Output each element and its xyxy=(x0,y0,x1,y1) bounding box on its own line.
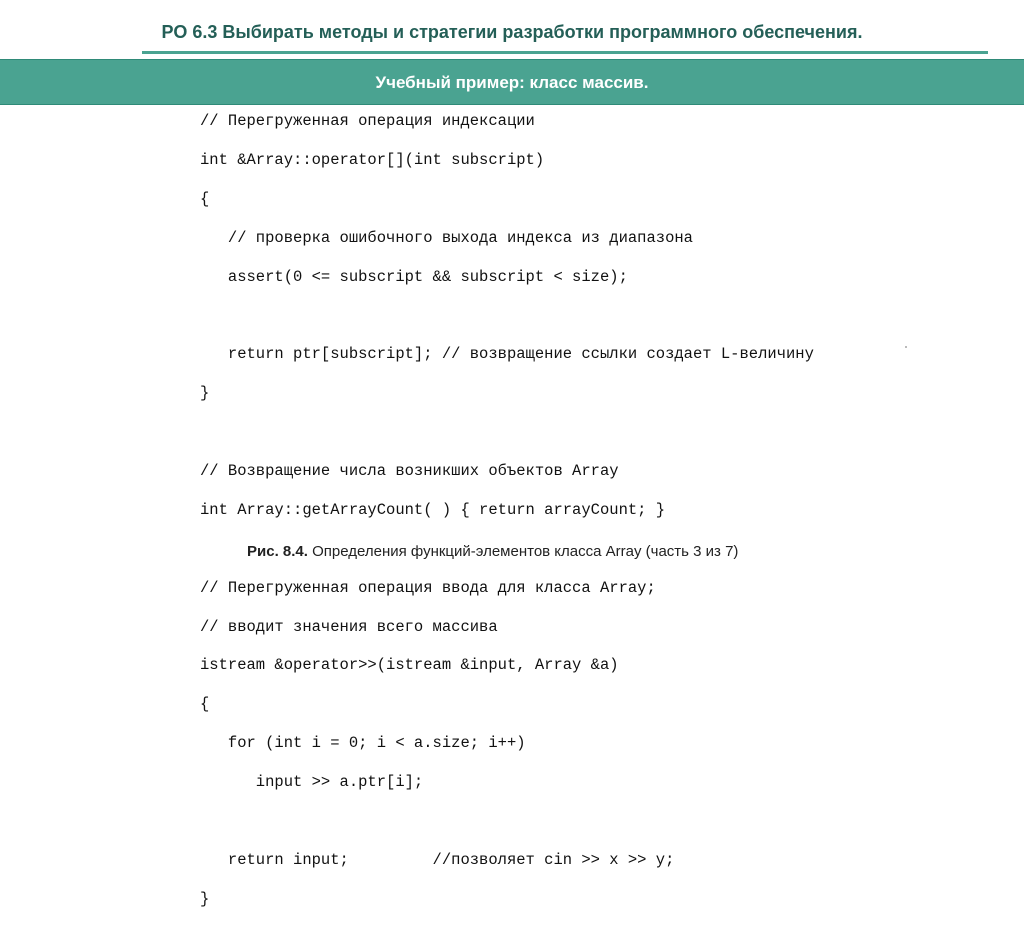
code-listing xyxy=(200,112,814,929)
code-line: assert(0 <= subscript && subscript < size); xyxy=(200,267,628,286)
code-line: // проверка ошибочного выхода индекса из диапазона xyxy=(200,228,693,247)
subtitle-band xyxy=(0,59,1024,105)
scan-speck xyxy=(905,346,907,348)
code-line: } xyxy=(200,384,210,403)
title-divider xyxy=(142,51,988,54)
code-line: for (int i = 0; i < a.size; i++) xyxy=(200,734,526,753)
code-line: int &Array::operator[](int subscript) xyxy=(200,150,545,169)
figure-caption xyxy=(247,543,738,560)
code-line: return input; //позволяет cin >> x >> y; xyxy=(200,850,675,869)
code-line xyxy=(200,423,814,442)
code-line xyxy=(200,306,814,325)
code-line: return ptr[subscript]; // возвращение ссылки создает L-величину xyxy=(200,345,814,364)
code-line: int Array::getArrayCount( ) { return arrayCount; } xyxy=(200,500,666,519)
code-line: istream &operator>>(istream &input, Array &a) xyxy=(200,656,619,675)
code-line: // Возвращение числа возникших объектов Array xyxy=(200,462,619,481)
figure-caption-text: Определения функций-элементов класса Array (часть 3 из 7) xyxy=(312,543,739,560)
code-line: input >> a.ptr[i]; xyxy=(200,773,424,792)
code-line xyxy=(200,812,814,831)
code-line: // Перегруженная операция индексации xyxy=(200,112,535,130)
code-line: } xyxy=(200,889,210,908)
code-line: { xyxy=(200,189,210,208)
slide-subtitle: Учебный пример: класс массив. xyxy=(375,73,649,92)
code-line: { xyxy=(200,695,210,714)
page-title: РО 6.3 Выбирать методы и стратегии разработки программного обеспечения. xyxy=(161,22,863,42)
code-line: // вводит значения всего массива xyxy=(200,617,498,636)
figure-label: Рис. 8.4. xyxy=(247,543,308,560)
code-line: // Перегруженная операция ввода для класса Array; xyxy=(200,578,656,597)
